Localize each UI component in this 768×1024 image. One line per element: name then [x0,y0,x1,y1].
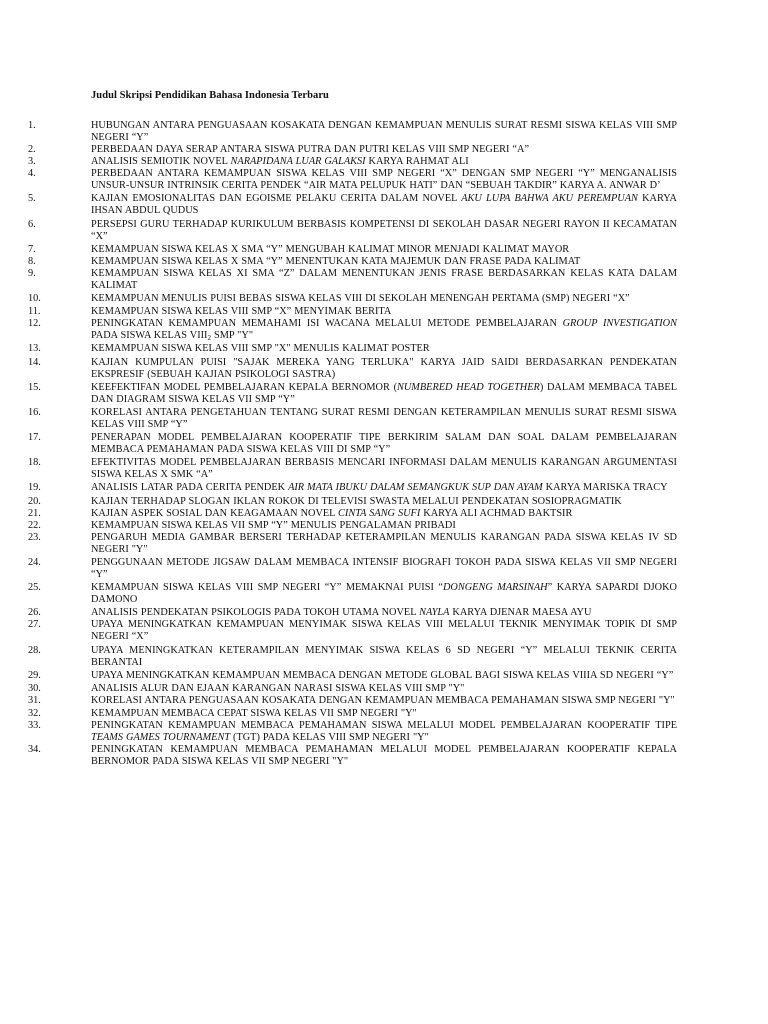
item-number: 4. [28,168,36,180]
list-item [0,744,768,768]
title-segment: ” KARYA SAPARDI DJOKO DAMONO [91,582,677,606]
item-number: 12. [28,318,41,330]
list-item [0,357,768,381]
item-number: 19. [28,482,41,494]
item-title [91,720,677,744]
item-title [91,268,677,292]
title-segment: PENINGKATAN KEMAMPUAN MEMBACA PEMAHAMAN SISWA MELALUI MODEL PEMBELAJARAN KOOPERATIF TIPE [91,720,677,732]
list-item [0,382,768,406]
item-number: 25. [28,582,41,594]
item-title [91,256,677,268]
item-number: 29. [28,669,41,681]
item-title [91,457,677,481]
list-item [0,645,768,669]
list-item [0,432,768,456]
title-segment: PENGGUNAAN METODE JIGSAW DALAM MEMBACA INTENSIF BIOGRAFI TOKOH PADA SISWA KELAS VII SMP NEGERI “Y” [91,556,677,580]
item-title [91,144,677,156]
item-title [91,343,677,355]
title-segment: KARYA ALI ACHMAD BAKTSIR [420,507,573,519]
title-segment: KAJIAN KUMPULAN PUISI "SAJAK MEREKA YANG TERLUKA" KARYA JAID SAIDI BERDASARKAN PENDEKATAN EKSPRESIF (SEBUAH KAJIAN PSIKOLOGI SASTRA) [91,356,677,380]
item-title [91,318,677,342]
item-number: 18. [28,457,41,469]
thesis-title-list [0,120,768,768]
italic-title-segment: AIR MATA IBUKU DALAM SEMANGKUK SUP DAN AYAM [288,482,543,494]
list-item [0,293,768,305]
list-item [0,244,768,256]
list-item [0,306,768,318]
title-segment: KAJIAN EMOSIONALITAS DAN EGOISME PELAKU CERITA DALAM NOVEL [91,193,462,205]
item-number: 24. [28,556,41,568]
item-number: 10. [28,293,41,305]
item-number: 8. [28,255,36,267]
item-number: 27. [28,619,41,631]
item-number: 17. [28,432,41,444]
title-segment: KARYA IHSAN ABDUL QUDUS [91,193,677,217]
list-item [0,607,768,619]
title-segment: KEMAMPUAN SISWA KELAS VIII SMP NEGERI “Y” MEMAKNAI PUISI “ [91,582,443,594]
subscript-segment: 2 [207,334,211,343]
item-title [91,708,677,720]
item-number: 23. [28,531,41,543]
item-number: 9. [28,267,36,279]
item-number: 3. [28,156,36,168]
item-title [91,156,677,168]
item-title [91,193,677,217]
list-item [0,532,768,556]
item-title [91,520,677,532]
item-title [91,532,677,556]
title-segment: PERSEPSI GURU TERHADAP KURIKULUM BERBASIS KOMPETENSI DI SEKOLAH DASAR NEGERI RAYON II KECAMATAN “X” [91,218,677,242]
item-title [91,508,677,520]
title-segment: KEMAMPUAN SISWA KELAS VIII SMP "X" MENULIS KALIMAT POSTER [91,343,430,355]
italic-title-segment: NAYLA [419,607,450,619]
title-segment: KORELASI ANTARA PENGUASAAN KOSAKATA DENGAN KEMAMPUAN MEMBACA PEMAHAMAN SISWA SMP NEGERI "Y" [91,694,675,706]
item-number: 15. [28,381,41,393]
item-title [91,306,677,318]
item-title [91,744,677,768]
title-segment: KEMAMPUAN SISWA KELAS VII SMP “Y” MENULIS PENGALAMAN PRIBADI [91,519,456,531]
list-item [0,720,768,744]
list-item [0,144,768,156]
title-segment: ) DALAM MEMBACA TABEL DAN DIAGRAM SISWA KELAS VII SMP “Y” [91,381,677,405]
list-item [0,168,768,192]
item-title [91,582,677,606]
item-number: 1. [28,120,36,131]
list-item [0,695,768,707]
item-number: 21. [28,507,41,519]
list-item [0,708,768,720]
item-number: 7. [28,243,36,255]
title-segment: KEMAMPUAN MENULIS PUISI BEBAS SISWA KELAS VIII DI SEKOLAH MENENGAH PERTAMA (SMP) NEGERI “X” [91,293,630,305]
item-title [91,695,677,707]
title-segment: HUBUNGAN ANTARA PENGUASAAN KOSAKATA DENGAN KEMAMPUAN MENULIS SURAT RESMI SISWA KELAS VIII SMP NEGERI “Y” [91,120,677,144]
title-segment: (TGT) PADA KELAS VIII SMP NEGERI "Y" [230,732,429,744]
italic-title-segment: TEAMS GAMES TOURNAMENT [91,732,231,744]
item-number: 22. [28,519,41,531]
item-title [91,683,677,695]
item-number: 33. [28,720,41,732]
item-number: 32. [28,708,41,720]
italic-title-segment: AKU LUPA BAHWA AKU PEREMPUAN [461,193,638,205]
title-segment: PENGARUH MEDIA GAMBAR BERSERI TERHADAP KETERAMPILAN MENULIS KARANGAN PADA SISWA KELAS IV SD NEGERI "Y" [91,531,677,555]
title-segment: EFEKTIVITAS MODEL PEMBELAJARAN BERBASIS MENCARI INFORMASI DALAM MENULIS KARANGAN ARGUMENTASI SISWA KELAS X SMK “A” [91,457,677,481]
list-item [0,219,768,243]
list-item [0,193,768,217]
item-title [91,496,677,508]
italic-title-segment: CINTA SANG SUFI [338,507,421,519]
italic-title-segment: GROUP INVESTIGATION [562,318,677,330]
item-number: 31. [28,694,41,706]
title-segment: KARYA RAHMAT ALI [365,156,469,168]
title-segment: PENINGKATAN KEMAMPUAN MEMBACA PEMAHAMAN MELALUI MODEL PEMBELAJARAN KOOPERATIF KEPALA BERNOMOR PADA SISWA KELAS VII SMP NEGERI "Y" [91,744,677,768]
italic-title-segment: DONGENG MARSINAH [442,582,548,594]
title-segment: UPAYA MENINGKATKAN KEMAMPUAN MEMBACA DENGAN METODE GLOBAL BAGI SISWA KELAS VIIIA SD NEGERI “Y” [91,669,674,681]
item-title [91,120,677,144]
item-title [91,293,677,305]
item-title [91,619,677,643]
item-title [91,557,677,581]
item-title [91,382,677,406]
list-item [0,508,768,520]
item-title [91,432,677,456]
list-item [0,318,768,342]
item-number: 16. [28,406,41,418]
title-segment: KEMAMPUAN SISWA KELAS X SMA “Y” MENENTUKAN KATA MAJEMUK DAN FRASE PADA KALIMAT [91,255,581,267]
list-item [0,457,768,481]
title-segment: KARYA MARISKA TRACY [542,482,668,494]
document-title: Judul Skripsi Pendidikan Bahasa Indonesia Terbaru [91,90,329,101]
list-item [0,582,768,606]
item-title [91,482,677,494]
item-title [91,407,677,431]
item-number: 34. [28,744,41,756]
title-segment: SMP "Y" [211,330,254,342]
item-number: 11. [28,306,41,318]
item-title [91,607,677,619]
title-segment: PENINGKATAN KEMAMPUAN MEMAHAMI ISI WACANA MELALUI METODE PEMBELAJARAN [91,318,563,330]
title-segment: KARYA DJENAR MAESA AYU [449,607,592,619]
list-item [0,619,768,643]
item-number: 6. [28,218,36,230]
list-item [0,407,768,431]
item-number: 26. [28,607,41,619]
item-number: 2. [28,144,36,156]
italic-title-segment: NARAPIDANA LUAR GALAKSI [230,156,366,168]
list-item [0,557,768,581]
item-number: 20. [28,495,41,507]
title-segment: ANALISIS PENDEKATAN PSIKOLOGIS PADA TOKOH UTAMA NOVEL [91,607,420,619]
title-segment: KAJIAN ASPEK SOSIAL DAN KEAGAMAAN NOVEL [91,507,339,519]
list-item [0,482,768,494]
title-segment: KEMAMPUAN SISWA KELAS XI SMA “Z” DALAM MENENTUKAN JENIS FRASE BERDASARKAN KELAS KATA DALAM KALIMAT [91,267,677,291]
title-segment: KEEFEKTIFAN MODEL PEMBELAJARAN KEPALA BERNOMOR ( [91,381,397,393]
title-segment: ANALISIS ALUR DAN EJAAN KARANGAN NARASI SISWA KELAS VIII SMP "Y" [91,682,465,694]
list-item [0,120,768,144]
title-segment: UPAYA MENINGKATKAN KEMAMPUAN MENYIMAK SISWA KELAS VIII MELALUI TEKNIK MENYIMAK TOPIK DI SMP NEGERI “X” [91,619,677,643]
italic-title-segment: NUMBERED HEAD TOGETHER [397,381,540,393]
title-segment: KAJIAN TERHADAP SLOGAN IKLAN ROKOK DI TELEVISI SWASTA MELALUI PENDEKATAN SOSIOPRAGMATIK [91,495,622,507]
title-segment: KEMAMPUAN MEMBACA CEPAT SISWA KELAS VII SMP NEGERI "Y" [91,708,417,720]
item-number: 5. [28,193,36,205]
list-item [0,343,768,355]
list-item [0,496,768,508]
item-number: 30. [28,682,41,694]
list-item [0,156,768,168]
title-segment: PENERAPAN MODEL PEMBELAJARAN KOOPERATIF TIPE BERKIRIM SALAM DAN SOAL DALAM PEMBELAJARAN MEMBACA PEMAHAMAN PADA SISWA KELAS VIII DI SMP “Y” [91,432,677,456]
list-item [0,256,768,268]
list-item [0,683,768,695]
title-segment: PERBEDAAN DAYA SERAP ANTARA SISWA PUTRA DAN PUTRI KELAS VIII SMP NEGERI “A” [91,144,530,156]
item-title [91,357,677,381]
item-number: 28. [28,644,41,656]
item-title [91,670,677,682]
title-segment: KORELASI ANTARA PENGETAHUAN TENTANG SURAT RESMI DENGAN KETERAMPILAN MENULIS SURAT RESMI SISWA KELAS VIII SMP “Y” [91,406,677,430]
item-title [91,645,677,669]
title-segment: PADA SISWA KELAS VIII [91,330,208,342]
item-title [91,168,677,192]
title-segment: KEMAMPUAN SISWA KELAS X SMA “Y” MENGUBAH KALIMAT MINOR MENJADI KALIMAT MAYOR [91,243,570,255]
item-number: 14. [28,356,41,368]
list-item [0,520,768,532]
title-segment: PERBEDAAN ANTARA KEMAMPUAN SISWA KELAS VIII SMP NEGERI “X” DENGAN SMP NEGERI “Y” MENGANALISIS UNSUR-UNSUR INTRINSIK CERITA PENDEK “AIR MATA PELUPUK HATI” DAN “SEBUAH TAKDIR” KARYA A. ANWAR D’ [91,168,677,192]
list-item [0,670,768,682]
item-number: 13. [28,343,41,355]
item-title [91,219,677,243]
list-item [0,268,768,292]
title-segment: ANALISIS SEMIOTIK NOVEL [91,156,231,168]
title-segment: UPAYA MENINGKATKAN KETERAMPILAN MENYIMAK SISWA KELAS 6 SD NEGERI “Y” MELALUI TEKNIK CERITA BERANTAI [91,644,677,668]
title-segment: KEMAMPUAN SISWA KELAS VIII SMP “X” MENYIMAK BERITA [91,306,392,318]
item-title [91,244,677,256]
title-segment: ANALISIS LATAR PADA CERITA PENDEK [91,482,289,494]
